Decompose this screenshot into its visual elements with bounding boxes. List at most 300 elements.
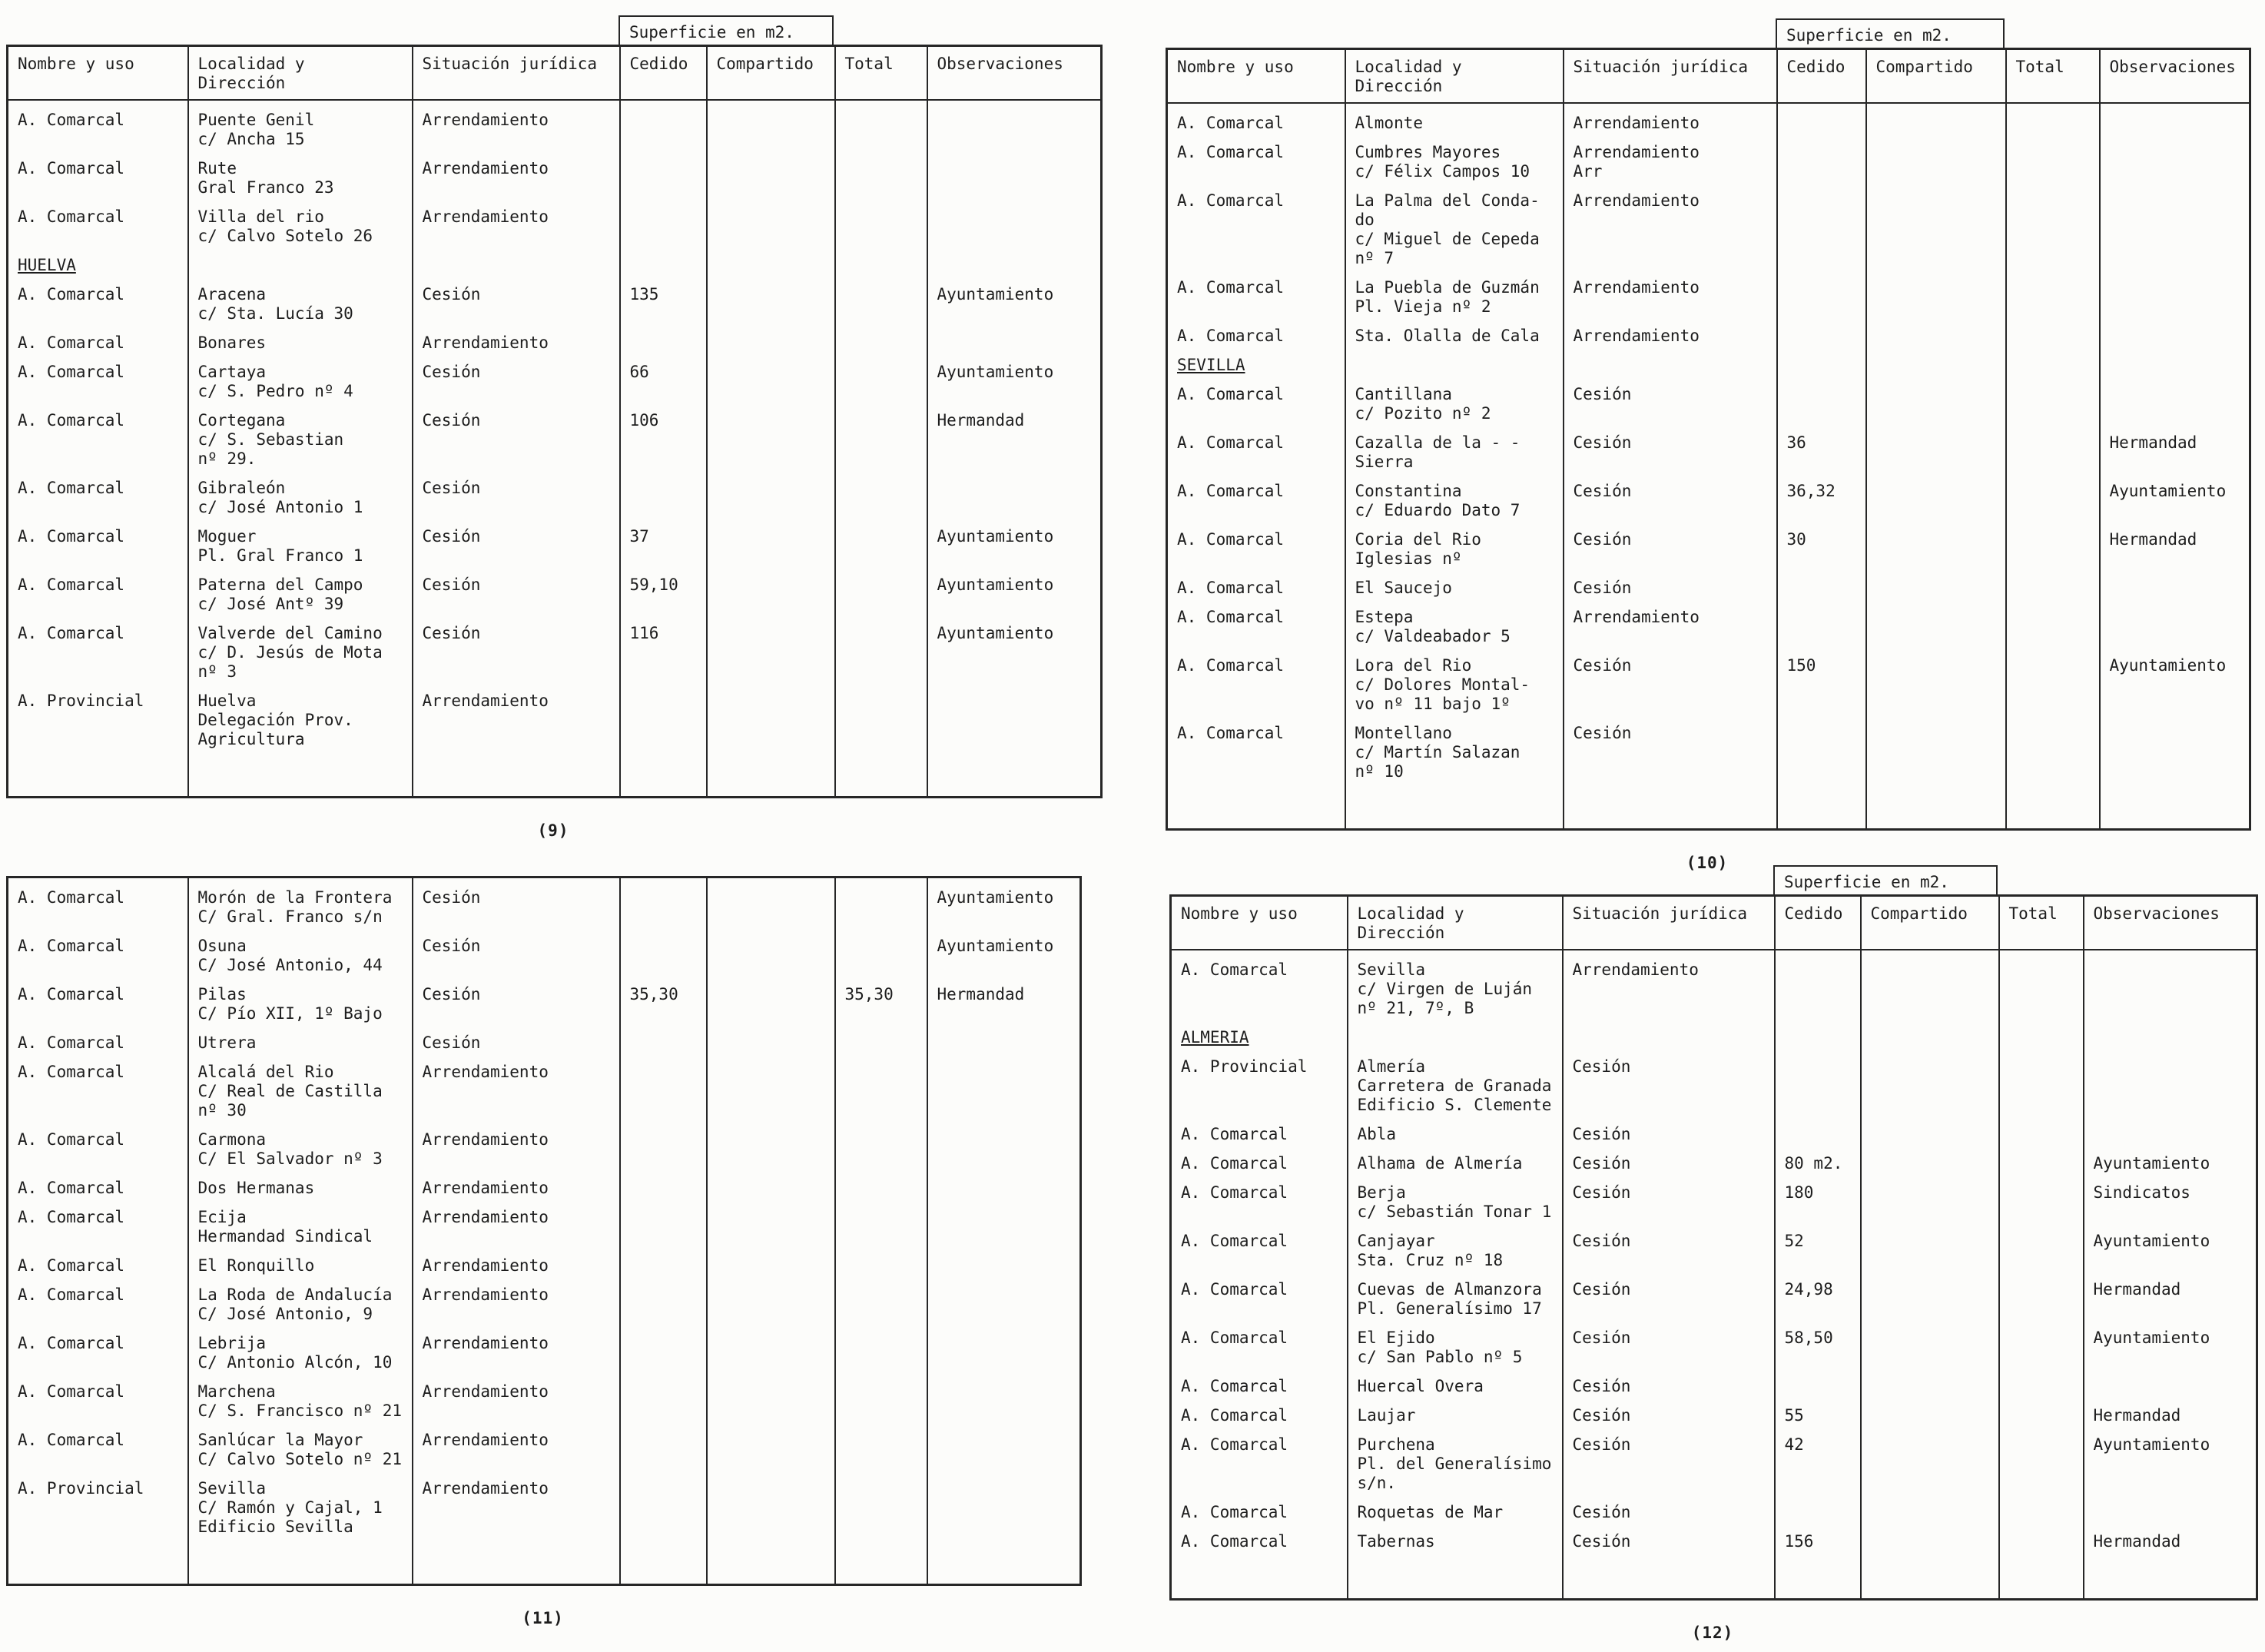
cell-cedido bbox=[620, 566, 707, 614]
cell-text-line: c/ Calvo Sotelo 26 bbox=[197, 227, 373, 245]
cell-text-line: A. Provincial bbox=[18, 692, 144, 710]
cell-text-line: Localidad y bbox=[197, 55, 305, 73]
cell-text-line: Berja bbox=[1357, 1183, 1406, 1202]
cell-total bbox=[835, 1246, 927, 1275]
cell-text-line: A. Comarcal bbox=[1181, 1406, 1288, 1425]
cell-total bbox=[1999, 1367, 2084, 1396]
cell-compartido bbox=[1866, 133, 2006, 181]
cell-nombre-y-uso bbox=[8, 1246, 188, 1275]
cell-text-line: Gral Franco 23 bbox=[197, 178, 334, 197]
cell-compartido bbox=[707, 517, 835, 566]
cell-nombre-y-uso bbox=[1171, 1222, 1348, 1270]
cell-cedido bbox=[1777, 103, 1866, 133]
empty-cell bbox=[188, 749, 413, 798]
cell-text-line: Localidad y bbox=[1355, 58, 1462, 76]
cell-observaciones bbox=[2100, 714, 2250, 781]
cell-text-line: La Puebla de Guzmán bbox=[1355, 278, 1540, 297]
cell-text-line: A. Comarcal bbox=[18, 333, 125, 352]
cell-text-line: Arrendamiento bbox=[1573, 191, 1700, 210]
cell-text-line: Cesión bbox=[422, 985, 481, 1003]
cell-localidad-direccion bbox=[188, 275, 413, 323]
cell-observaciones bbox=[927, 100, 1102, 149]
cell-total bbox=[2006, 598, 2100, 646]
cell-text-line: Cesión bbox=[1573, 530, 1632, 549]
cell-compartido bbox=[1866, 317, 2006, 346]
cell-localidad-direccion bbox=[188, 401, 413, 469]
property-row bbox=[1171, 1173, 2257, 1222]
cell-text-line: Laujar bbox=[1357, 1406, 1416, 1425]
cell-cedido bbox=[1777, 133, 1866, 181]
cell-observaciones bbox=[2100, 268, 2250, 317]
cell-text-line: Sierra bbox=[1355, 453, 1414, 471]
cell-text-line: Cesión bbox=[1573, 433, 1632, 452]
cell-localidad-direccion bbox=[1348, 950, 1563, 1018]
cell-total bbox=[835, 353, 927, 401]
cell-text-line: Cesión bbox=[1572, 1406, 1631, 1425]
cell-compartido bbox=[707, 469, 835, 517]
cell-nombre-y-uso bbox=[1171, 1047, 1348, 1115]
cell-cedido bbox=[1775, 1367, 1861, 1396]
cell-text-line: 52 bbox=[1784, 1232, 1804, 1250]
property-row bbox=[1171, 1367, 2257, 1396]
cell-situacion-juridica bbox=[1563, 1319, 1775, 1367]
property-row bbox=[8, 1469, 1081, 1537]
cell-text-line: Sta. Olalla de Cala bbox=[1355, 327, 1540, 345]
property-row bbox=[8, 975, 1081, 1023]
cell-localidad-direccion bbox=[1348, 1319, 1563, 1367]
cell-observaciones bbox=[927, 149, 1102, 197]
cell-nombre-y-uso bbox=[8, 614, 188, 682]
cell-text-line: La Palma del Conda- bbox=[1355, 191, 1540, 210]
empty-cell bbox=[8, 1537, 188, 1585]
cell-text-line: Hermandad bbox=[2093, 1280, 2181, 1299]
cell-situacion-juridica bbox=[1564, 346, 1777, 375]
cell-text-line: Cuevas de Almanzora bbox=[1357, 1280, 1542, 1299]
cell-localidad-direccion bbox=[1348, 1270, 1563, 1319]
cell-text-line: 35,30 bbox=[629, 985, 678, 1003]
cell-text-line: A. Comarcal bbox=[1177, 191, 1285, 210]
cell-text-line: Paterna del Campo bbox=[197, 576, 363, 594]
cell-nombre-y-uso bbox=[8, 1053, 188, 1120]
cell-cedido bbox=[1777, 472, 1866, 520]
column-header-compartido bbox=[1861, 896, 1999, 950]
cell-localidad-direccion bbox=[1348, 1018, 1563, 1047]
cell-text-line: Moguer bbox=[197, 527, 257, 546]
property-row bbox=[8, 1053, 1081, 1120]
cell-text-line: Hermandad bbox=[2109, 530, 2197, 549]
cell-nombre-y-uso bbox=[8, 1023, 188, 1053]
cell-text-line: Situación jurídica bbox=[422, 55, 598, 73]
cell-situacion-juridica bbox=[1564, 520, 1777, 569]
cell-situacion-juridica bbox=[413, 246, 620, 275]
cell-text-line: Tabernas bbox=[1357, 1532, 1435, 1551]
cell-text-line: Cesión bbox=[1573, 724, 1632, 742]
cell-cedido bbox=[620, 353, 707, 401]
cell-localidad-direccion bbox=[1348, 1396, 1563, 1425]
cell-text-line: El Saucejo bbox=[1355, 579, 1452, 597]
column-header-situacion-juridica bbox=[413, 46, 620, 101]
cell-observaciones bbox=[927, 1372, 1081, 1421]
cell-compartido bbox=[1861, 1425, 1999, 1493]
cell-localidad-direccion bbox=[1348, 1493, 1563, 1522]
cell-text-line: Localidad y bbox=[1357, 904, 1464, 923]
cell-text-line: A. Comarcal bbox=[18, 1382, 125, 1401]
cell-text-line: Arrendamiento bbox=[1573, 608, 1700, 626]
cell-text-line: 106 bbox=[629, 411, 659, 430]
cell-text-line: 180 bbox=[1784, 1183, 1814, 1202]
cell-observaciones bbox=[2084, 1144, 2257, 1173]
cell-compartido bbox=[1866, 598, 2006, 646]
cell-situacion-juridica bbox=[1563, 1425, 1775, 1493]
cell-text-line: vo nº 11 bajo 1º bbox=[1355, 695, 1511, 713]
cell-compartido bbox=[707, 1169, 835, 1198]
cell-localidad-direccion bbox=[1345, 598, 1564, 646]
cell-text-line: Cesión bbox=[1572, 1154, 1631, 1173]
cell-compartido bbox=[1861, 1018, 1999, 1047]
property-row bbox=[1167, 520, 2250, 569]
property-row bbox=[8, 566, 1102, 614]
cell-cedido bbox=[1777, 268, 1866, 317]
empty-cell bbox=[927, 1537, 1081, 1585]
cell-text-line: Ayuntamiento bbox=[937, 363, 1054, 381]
cell-total bbox=[1999, 1425, 2084, 1493]
property-row bbox=[8, 197, 1102, 246]
cell-localidad-direccion bbox=[188, 1120, 413, 1169]
cell-observaciones bbox=[2100, 472, 2250, 520]
cell-text-line: Total bbox=[2008, 904, 2058, 923]
header-row bbox=[8, 46, 1102, 101]
cell-text-line: Cesión bbox=[422, 576, 481, 594]
cell-observaciones bbox=[927, 1275, 1081, 1324]
cell-text-line: Cesión bbox=[1572, 1057, 1631, 1076]
cell-text-line: Hermandad bbox=[2093, 1532, 2181, 1551]
property-row bbox=[8, 1198, 1081, 1246]
spacer-row bbox=[8, 1537, 1081, 1585]
cell-text-line: 36 bbox=[1786, 433, 1806, 452]
cell-compartido bbox=[1866, 520, 2006, 569]
cell-text-line: c/ Miguel de Cepeda bbox=[1355, 230, 1540, 248]
cell-total bbox=[835, 1023, 927, 1053]
cell-nombre-y-uso bbox=[8, 275, 188, 323]
cell-text-line: A. Comarcal bbox=[1177, 608, 1285, 626]
cell-observaciones bbox=[2100, 423, 2250, 472]
column-header-nombre-y-uso bbox=[1167, 49, 1345, 104]
column-header-total bbox=[2006, 49, 2100, 104]
cell-text-line: A. Comarcal bbox=[18, 1256, 125, 1275]
cell-total bbox=[2006, 317, 2100, 346]
cell-text-line: Aracena bbox=[197, 285, 267, 304]
cell-situacion-juridica bbox=[1564, 714, 1777, 781]
cell-localidad-direccion bbox=[1345, 646, 1564, 714]
cell-localidad-direccion bbox=[1345, 714, 1564, 781]
cell-text-line: Situación jurídica bbox=[1573, 58, 1749, 76]
cell-text-line: 58,50 bbox=[1784, 1329, 1833, 1347]
cell-compartido bbox=[707, 1023, 835, 1053]
cell-observaciones bbox=[927, 517, 1102, 566]
header-row bbox=[1171, 896, 2257, 950]
cell-text-line: Arrendamiento bbox=[422, 1431, 549, 1449]
cell-text-line: Arrendamiento bbox=[1573, 278, 1700, 297]
cell-compartido bbox=[1861, 1522, 1999, 1551]
cell-situacion-juridica bbox=[1564, 317, 1777, 346]
cell-localidad-direccion bbox=[188, 1246, 413, 1275]
cell-cedido bbox=[1777, 423, 1866, 472]
cell-compartido bbox=[1861, 1319, 1999, 1367]
cell-situacion-juridica bbox=[1564, 103, 1777, 133]
cell-observaciones bbox=[927, 275, 1102, 323]
cell-localidad-direccion bbox=[188, 353, 413, 401]
cell-text-line: A. Comarcal bbox=[18, 985, 125, 1003]
cell-total bbox=[2006, 569, 2100, 598]
cell-total bbox=[2006, 346, 2100, 375]
cell-compartido bbox=[707, 1275, 835, 1324]
cell-text-line: Hermandad bbox=[937, 985, 1025, 1003]
table-12-almeria-properties bbox=[1169, 865, 2258, 1642]
cell-total bbox=[835, 517, 927, 566]
cell-text-line: Utrera bbox=[197, 1033, 257, 1052]
cell-total bbox=[835, 1421, 927, 1469]
cell-cedido bbox=[1775, 1144, 1861, 1173]
cell-nombre-y-uso bbox=[8, 682, 188, 749]
cell-total bbox=[835, 1120, 927, 1169]
cell-text-line: Dirección bbox=[197, 74, 286, 92]
cell-compartido bbox=[1861, 1144, 1999, 1173]
cell-text-line: A. Comarcal bbox=[1177, 278, 1285, 297]
cell-situacion-juridica bbox=[1564, 569, 1777, 598]
cell-text-line: c/ Sta. Lucía 30 bbox=[197, 304, 353, 323]
empty-cell bbox=[1775, 1551, 1861, 1600]
cell-observaciones bbox=[927, 1169, 1081, 1198]
cell-text-line: A. Comarcal bbox=[1181, 1280, 1288, 1299]
cell-nombre-y-uso bbox=[1171, 1319, 1348, 1367]
cell-total bbox=[1999, 1047, 2084, 1115]
cell-total bbox=[835, 1053, 927, 1120]
cell-nombre-y-uso bbox=[8, 877, 188, 927]
column-header-total bbox=[1999, 896, 2084, 950]
cell-localidad-direccion bbox=[1348, 1115, 1563, 1144]
cell-text-line: Arrendamiento bbox=[1573, 114, 1700, 132]
cell-localidad-direccion bbox=[188, 100, 413, 149]
cell-text-line: Puente Genil bbox=[197, 111, 315, 129]
cell-text-line: 35,30 bbox=[844, 985, 894, 1003]
cell-observaciones bbox=[2084, 1493, 2257, 1522]
column-header-cedido bbox=[1775, 896, 1861, 950]
cell-observaciones bbox=[927, 246, 1102, 275]
cell-text-line: A. Comarcal bbox=[18, 363, 125, 381]
cell-text-line: c/ S. Sebastian bbox=[197, 430, 344, 449]
cell-text-line: c/ Félix Campos 10 bbox=[1355, 162, 1530, 181]
cell-situacion-juridica bbox=[413, 877, 620, 927]
cell-text-line: Arrendamiento bbox=[1573, 143, 1700, 161]
cell-text-line: Cesión bbox=[1573, 656, 1632, 675]
cell-text-line: Alhama de Almería bbox=[1357, 1154, 1523, 1173]
cell-text-line: Ayuntamiento bbox=[937, 888, 1054, 907]
cell-cedido bbox=[620, 1053, 707, 1120]
cell-text-line: c/ Sebastián Tonar 1 bbox=[1357, 1203, 1552, 1221]
cell-text-line: Pilas bbox=[197, 985, 247, 1003]
cell-cedido bbox=[1777, 375, 1866, 423]
cell-observaciones bbox=[2084, 1173, 2257, 1222]
property-row bbox=[8, 469, 1102, 517]
cell-observaciones bbox=[2100, 346, 2250, 375]
property-row bbox=[1171, 1047, 2257, 1115]
property-row bbox=[8, 682, 1102, 749]
cell-total bbox=[835, 275, 927, 323]
cell-localidad-direccion bbox=[1348, 1173, 1563, 1222]
cell-text-line: Cesión bbox=[422, 624, 481, 642]
cell-cedido bbox=[1775, 1396, 1861, 1425]
cell-text-line: Cesión bbox=[1572, 1183, 1631, 1202]
cell-observaciones bbox=[927, 401, 1102, 469]
cell-compartido bbox=[1861, 1047, 1999, 1115]
empty-cell bbox=[2084, 1551, 2257, 1600]
cell-text-line: Ayuntamiento bbox=[2093, 1232, 2210, 1250]
property-row bbox=[1171, 1522, 2257, 1551]
cell-localidad-direccion bbox=[188, 1023, 413, 1053]
cell-text-line: Ayuntamiento bbox=[937, 285, 1054, 304]
cell-cedido bbox=[620, 1324, 707, 1372]
column-header-compartido bbox=[1866, 49, 2006, 104]
empty-cell bbox=[1861, 1551, 1999, 1600]
cell-cedido bbox=[620, 323, 707, 353]
cell-nombre-y-uso bbox=[1171, 1270, 1348, 1319]
cell-text-line: C/ Calvo Sotelo nº 21 bbox=[197, 1450, 403, 1468]
cell-situacion-juridica bbox=[1563, 1018, 1775, 1047]
cell-localidad-direccion bbox=[1345, 181, 1564, 268]
cell-localidad-direccion bbox=[1345, 472, 1564, 520]
column-header-situacion-juridica bbox=[1563, 896, 1775, 950]
cell-situacion-juridica bbox=[413, 149, 620, 197]
cell-text-line: Arrendamiento bbox=[422, 1063, 549, 1081]
cell-cedido bbox=[620, 401, 707, 469]
cell-cedido bbox=[620, 469, 707, 517]
cell-nombre-y-uso bbox=[1167, 346, 1345, 375]
cell-nombre-y-uso bbox=[1171, 1144, 1348, 1173]
cell-situacion-juridica bbox=[413, 1324, 620, 1372]
cell-text-line: Lora del Rio bbox=[1355, 656, 1472, 675]
cell-text-line: A. Comarcal bbox=[1181, 1377, 1288, 1395]
property-row bbox=[1167, 714, 2250, 781]
cell-text-line: C/ El Salvador nº 3 bbox=[197, 1149, 383, 1168]
cell-nombre-y-uso bbox=[1167, 569, 1345, 598]
cell-cedido bbox=[620, 1275, 707, 1324]
cell-localidad-direccion bbox=[188, 246, 413, 275]
column-header-cedido bbox=[620, 46, 707, 101]
cell-text-line: Sta. Cruz nº 18 bbox=[1357, 1251, 1504, 1269]
column-header-observaciones bbox=[927, 46, 1102, 101]
cell-total bbox=[2006, 520, 2100, 569]
cell-nombre-y-uso bbox=[8, 1275, 188, 1324]
property-row bbox=[8, 1246, 1081, 1275]
cell-situacion-juridica bbox=[1564, 598, 1777, 646]
cell-text-line: Carmona bbox=[197, 1130, 267, 1149]
cell-text-line: A. Comarcal bbox=[18, 1285, 125, 1304]
cell-cedido bbox=[1777, 714, 1866, 781]
cell-nombre-y-uso bbox=[1167, 520, 1345, 569]
cell-observaciones bbox=[2084, 1522, 2257, 1551]
cell-total bbox=[2006, 103, 2100, 133]
property-row bbox=[8, 149, 1102, 197]
cell-observaciones bbox=[927, 682, 1102, 749]
cell-text-line: c/ Eduardo Dato 7 bbox=[1355, 501, 1521, 519]
cell-total bbox=[835, 149, 927, 197]
cell-total bbox=[835, 197, 927, 246]
property-row bbox=[8, 323, 1102, 353]
cell-compartido bbox=[707, 275, 835, 323]
cell-cedido bbox=[1777, 646, 1866, 714]
spacer-row bbox=[8, 749, 1102, 798]
cell-text-line: Ecija bbox=[197, 1208, 247, 1226]
cell-text-line: nº 21, 7º, B bbox=[1357, 999, 1474, 1017]
cell-text-line: Ayuntamiento bbox=[2109, 656, 2227, 675]
empty-cell bbox=[620, 749, 707, 798]
cell-text-line: Cesión bbox=[1572, 1377, 1631, 1395]
cell-nombre-y-uso bbox=[8, 353, 188, 401]
cell-observaciones bbox=[2100, 569, 2250, 598]
cell-total bbox=[1999, 1144, 2084, 1173]
cell-text-line: Marchena bbox=[197, 1382, 276, 1401]
cell-text-line: El Ronquillo bbox=[197, 1256, 315, 1275]
cell-localidad-direccion bbox=[1345, 520, 1564, 569]
cell-text-line: Cesión bbox=[1573, 482, 1632, 500]
cell-compartido bbox=[1866, 423, 2006, 472]
empty-cell bbox=[1167, 781, 1345, 830]
cell-localidad-direccion bbox=[1345, 375, 1564, 423]
cell-total bbox=[1999, 1396, 2084, 1425]
empty-cell bbox=[707, 749, 835, 798]
cell-observaciones bbox=[2100, 520, 2250, 569]
cell-situacion-juridica bbox=[1563, 1173, 1775, 1222]
cell-text-line: Purchena bbox=[1357, 1435, 1435, 1454]
cell-localidad-direccion bbox=[188, 975, 413, 1023]
cell-text-line: Huercal Overa bbox=[1357, 1377, 1484, 1395]
cell-compartido bbox=[707, 682, 835, 749]
cell-text-line: Dirección bbox=[1355, 77, 1443, 95]
cell-text-line: C/ José Antonio, 9 bbox=[197, 1305, 373, 1323]
cell-text-line: Arrendamiento bbox=[422, 1285, 549, 1304]
cell-text-line: Valverde del Camino bbox=[197, 624, 383, 642]
empty-cell bbox=[1564, 781, 1777, 830]
cell-observaciones bbox=[2084, 1319, 2257, 1367]
cell-situacion-juridica bbox=[413, 1120, 620, 1169]
cell-compartido bbox=[1861, 950, 1999, 1018]
cell-observaciones bbox=[2100, 181, 2250, 268]
cell-localidad-direccion bbox=[188, 1469, 413, 1537]
cell-text-line: 30 bbox=[1786, 530, 1806, 549]
property-row bbox=[1167, 472, 2250, 520]
cell-situacion-juridica bbox=[413, 323, 620, 353]
header-row bbox=[1167, 49, 2250, 104]
cell-text-line: A. Comarcal bbox=[1177, 385, 1285, 403]
superficie-m2-header: Superficie en m2. bbox=[618, 15, 834, 45]
cell-text-line: A. Comarcal bbox=[1181, 1435, 1288, 1454]
cell-nombre-y-uso bbox=[8, 246, 188, 275]
cell-text-line: Cesión bbox=[422, 937, 481, 955]
property-row bbox=[8, 1372, 1081, 1421]
cell-total bbox=[835, 975, 927, 1023]
cell-text-line: A. Comarcal bbox=[18, 1334, 125, 1352]
cell-text-line: Cedido bbox=[629, 55, 688, 73]
province-section-row bbox=[1167, 346, 2250, 375]
cell-total bbox=[1999, 950, 2084, 1018]
cell-situacion-juridica bbox=[1563, 1270, 1775, 1319]
cell-situacion-juridica bbox=[1563, 1144, 1775, 1173]
cell-compartido bbox=[707, 877, 835, 927]
cell-observaciones bbox=[2084, 950, 2257, 1018]
cell-cedido bbox=[1777, 598, 1866, 646]
cell-nombre-y-uso bbox=[1167, 472, 1345, 520]
cell-cedido bbox=[620, 197, 707, 246]
